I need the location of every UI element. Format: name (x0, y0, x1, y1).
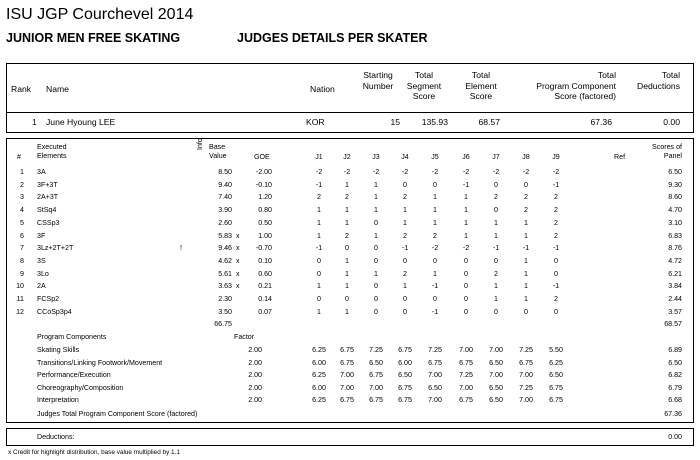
element-code: 2A+3T (37, 193, 59, 202)
element-judge-score: -1 (552, 282, 560, 291)
element-info: ! (180, 244, 182, 253)
info-header: Info (196, 138, 204, 150)
element-judge-score: 1 (464, 218, 468, 227)
element-number: 7 (20, 244, 24, 253)
element-judge-score: 1 (524, 269, 528, 278)
executed-elements-header: Executed Elements (37, 143, 67, 160)
element-judge-score: -1 (315, 180, 323, 189)
total-element-score: 68.57 (478, 117, 500, 127)
element-goe: 0.07 (258, 307, 272, 316)
element-judge-score: 2 (554, 193, 558, 202)
element-judge-score: 1 (345, 307, 349, 316)
element-panel-score: 8.76 (668, 244, 682, 253)
element-judge-score: 0 (433, 180, 437, 189)
element-bonus-mark: x (236, 282, 240, 291)
judge-header-9: J9 (552, 153, 560, 161)
component-judge-score: 6.00 (312, 358, 326, 367)
element-judge-score: 1 (317, 231, 321, 240)
element-base-value: 3.50 (218, 307, 232, 316)
element-judge-score: -2 (315, 168, 323, 176)
component-judge-score: 6.75 (369, 371, 383, 379)
goe-header: GOE (254, 153, 270, 161)
element-judge-score: 0 (403, 295, 407, 303)
element-judge-score: 1 (345, 282, 349, 291)
component-judge-score: 7.25 (519, 346, 533, 354)
component-judge-score: 6.75 (519, 358, 533, 367)
component-judge-score: 6.50 (489, 383, 503, 392)
report-title: JUDGES DETAILS PER SKATER (237, 31, 428, 45)
element-judge-score: 0 (494, 206, 498, 215)
element-base-value: 7.40 (218, 193, 232, 202)
element-judge-score: 0 (433, 256, 437, 265)
element-judge-score: 1 (317, 218, 321, 227)
element-judge-score: -1 (552, 244, 560, 253)
element-judge-score: 0 (374, 218, 378, 227)
element-judge-score: 1 (403, 282, 407, 291)
element-number: 11 (16, 295, 24, 303)
element-bonus-mark: x (236, 244, 240, 253)
element-judge-score: 1 (433, 206, 437, 215)
element-goe: 0.21 (258, 282, 272, 291)
element-judge-score: 1 (494, 295, 498, 303)
component-total-label: Judges Total Program Component Score (factored) (37, 410, 198, 418)
component-judge-score: 7.00 (489, 346, 503, 354)
element-judge-score: 2 (494, 269, 498, 278)
element-base-value: 8.50 (218, 168, 232, 176)
element-judge-score: -2 (462, 244, 470, 253)
total-deductions: 0.00 (663, 117, 680, 127)
element-base-value: 5.61 (218, 269, 232, 278)
summary-divider (6, 112, 694, 113)
element-judge-score: 1 (524, 218, 528, 227)
element-judge-score: 0 (374, 307, 378, 316)
component-judge-score: 6.50 (369, 358, 383, 367)
element-judge-score: 0 (524, 307, 528, 316)
element-panel-score: 3.84 (668, 282, 682, 291)
element-code: 3Lz+2T+2T (37, 244, 74, 253)
component-judge-score: 6.50 (489, 396, 503, 404)
element-code: CSSp3 (37, 218, 60, 227)
element-goe: -2.00 (255, 168, 272, 176)
element-base-value: 5.83 (218, 231, 232, 240)
component-judge-score: 7.00 (489, 371, 503, 379)
deductions-box (6, 428, 694, 446)
component-judge-score: 6.25 (549, 358, 563, 367)
component-judge-score: 7.00 (340, 383, 354, 392)
element-code: 2A (37, 282, 46, 291)
component-judge-score: 7.25 (369, 346, 383, 354)
element-judge-score: 2 (433, 231, 437, 240)
element-number: 9 (20, 269, 24, 278)
element-judge-score: 1 (317, 206, 321, 215)
element-judge-score: 1 (374, 269, 378, 278)
element-judge-score: -2 (462, 168, 470, 176)
judge-header-5: J5 (431, 153, 439, 161)
base-value-header: Base Value (209, 143, 227, 160)
component-judge-score: 7.00 (428, 396, 442, 404)
element-judge-score: -1 (552, 180, 560, 189)
nation-header: Nation (310, 84, 335, 94)
element-judge-score: 0 (433, 295, 437, 303)
element-judge-score: 0 (554, 307, 558, 316)
deductions-label: Deductions: (37, 433, 75, 441)
element-judge-score: 0 (374, 295, 378, 303)
element-judge-score: 0 (494, 256, 498, 265)
skater-nation: KOR (306, 117, 325, 127)
component-judge-score: 7.00 (428, 371, 442, 379)
base-value-total: 66.75 (214, 320, 232, 328)
element-judge-score: 0 (464, 256, 468, 265)
component-name: Interpretation (37, 396, 79, 404)
element-panel-score: 8.60 (668, 193, 682, 202)
element-number: 3 (20, 193, 24, 202)
element-judge-score: -1 (492, 244, 500, 253)
component-factor: 2.00 (248, 358, 262, 367)
element-judge-score: 1 (317, 307, 321, 316)
component-factor: 2.00 (248, 371, 262, 379)
element-number: 8 (20, 256, 24, 265)
component-judge-score: 7.00 (519, 371, 533, 379)
element-judge-score: -1 (462, 180, 470, 189)
component-judge-score: 6.75 (398, 396, 412, 404)
element-base-value: 2.60 (218, 218, 232, 227)
element-number: 6 (20, 231, 24, 240)
component-judge-score: 7.00 (340, 371, 354, 379)
element-panel-score: 3.10 (668, 218, 682, 227)
element-number: 5 (20, 218, 24, 227)
element-goe: 0.50 (258, 218, 272, 227)
element-judge-score: -2 (401, 168, 409, 176)
deductions-value: 0.00 (668, 433, 682, 441)
program-component-score: 67.36 (590, 117, 612, 127)
component-judge-score: 6.75 (428, 358, 442, 367)
element-judge-score: 1 (345, 206, 349, 215)
element-goe: -0.10 (255, 180, 272, 189)
component-name: Skating Skills (37, 346, 80, 354)
element-judge-score: 0 (403, 307, 407, 316)
component-judge-score: 6.00 (398, 358, 412, 367)
component-panel-score: 6.79 (668, 383, 682, 392)
element-judge-score: 2 (554, 206, 558, 215)
element-base-value: 4.62 (218, 256, 232, 265)
element-judge-score: 2 (494, 193, 498, 202)
component-name: Transitions/Linking Footwork/Movement (37, 358, 163, 367)
element-judge-score: -1 (522, 244, 530, 253)
judge-header-6: J6 (462, 153, 470, 161)
rank-header: Rank (11, 84, 32, 94)
element-judge-score: -2 (431, 244, 439, 253)
component-panel-score: 6.68 (668, 396, 682, 404)
element-judge-score: 0 (494, 307, 498, 316)
element-judge-score: 1 (317, 282, 321, 291)
component-judge-score: 5.50 (549, 346, 563, 354)
element-base-value: 9.40 (218, 180, 232, 189)
element-judge-score: 1 (403, 218, 407, 227)
element-judge-score: 1 (524, 256, 528, 265)
component-judge-score: 6.75 (340, 358, 354, 367)
total-segment-header: Total Segment Score (406, 70, 442, 101)
element-judge-score: 2 (403, 269, 407, 278)
element-judge-score: 2 (554, 295, 558, 303)
component-judge-score: 6.75 (549, 383, 563, 392)
element-judge-score: 2 (524, 206, 528, 215)
total-segment-score: 135.93 (421, 117, 448, 127)
component-judge-score: 6.50 (489, 358, 503, 367)
judge-header-7: J7 (492, 153, 500, 161)
footnote: x Credit for highlight distribution, base value multiplied by 1.1 (8, 449, 180, 456)
component-factor: 2.00 (248, 346, 262, 354)
element-judge-score: 0 (317, 256, 321, 265)
element-panel-score: 6.21 (668, 269, 682, 278)
judge-header-3: J3 (372, 153, 380, 161)
element-code: 3S (37, 256, 46, 265)
element-code: 3F (37, 231, 46, 240)
element-judge-score: 0 (464, 269, 468, 278)
element-judge-score: 2 (345, 193, 349, 202)
element-judge-score: 1 (494, 282, 498, 291)
element-code: 3F+3T (37, 180, 58, 189)
element-judge-score: -2 (343, 168, 351, 176)
component-judge-score: 6.75 (398, 383, 412, 392)
element-bonus-mark: x (236, 269, 240, 278)
element-judge-score: 1 (464, 231, 468, 240)
component-judge-score: 7.25 (459, 371, 473, 379)
element-judge-score: 1 (494, 231, 498, 240)
element-goe: 1.00 (258, 231, 272, 240)
judge-header-2: J2 (343, 153, 351, 161)
component-judge-score: 6.75 (340, 346, 354, 354)
element-judge-score: 0 (464, 295, 468, 303)
component-judge-score: 6.75 (369, 396, 383, 404)
component-judge-score: 6.25 (312, 371, 326, 379)
elements-score-total: 68.57 (664, 320, 682, 328)
element-goe: 0.14 (258, 295, 272, 303)
element-judge-score: 2 (317, 193, 321, 202)
element-judge-score: 1 (524, 282, 528, 291)
component-judge-score: 6.75 (459, 396, 473, 404)
component-panel-score: 6.82 (668, 371, 682, 379)
element-goe: 0.60 (258, 269, 272, 278)
element-judge-score: 1 (374, 206, 378, 215)
segment-title: JUNIOR MEN FREE SKATING (6, 31, 181, 45)
element-judge-score: 2 (403, 193, 407, 202)
element-goe: 0.80 (258, 206, 272, 215)
component-judge-score: 7.00 (369, 383, 383, 392)
event-title: ISU JGP Courchevel 2014 (6, 6, 194, 23)
component-panel-score: 6.50 (668, 358, 682, 367)
component-judge-score: 6.75 (340, 396, 354, 404)
element-code: StSq4 (37, 206, 57, 215)
element-code: FCSp2 (37, 295, 60, 303)
element-judge-score: 0 (374, 244, 378, 253)
element-code: 3A (37, 168, 46, 176)
starting-number-header: Starting Number (362, 70, 394, 91)
ref-header: Ref (614, 153, 626, 161)
element-judge-score: 0 (403, 180, 407, 189)
element-judge-score: 2 (554, 231, 558, 240)
element-judge-score: -2 (552, 168, 560, 176)
skater-name: June Hyoung LEE (46, 117, 116, 127)
element-judge-score: 1 (345, 269, 349, 278)
element-judge-score: -1 (401, 244, 409, 253)
element-base-value: 3.63 (218, 282, 232, 291)
element-judge-score: 0 (554, 269, 558, 278)
judge-header-1: J1 (315, 153, 323, 161)
component-judge-score: 7.00 (459, 383, 473, 392)
component-name: Choreography/Composition (37, 383, 124, 392)
element-judge-score: 1 (433, 269, 437, 278)
component-judge-score: 6.00 (312, 383, 326, 392)
element-base-value: 9.46 (218, 244, 232, 253)
element-judge-score: 0 (464, 307, 468, 316)
element-number: 2 (20, 180, 24, 189)
element-judge-score: 0 (317, 269, 321, 278)
element-code: CCoSp3p4 (37, 307, 72, 316)
element-base-value: 3.90 (218, 206, 232, 215)
element-judge-score: 1 (494, 218, 498, 227)
element-judge-score: -1 (431, 307, 439, 316)
judge-header-8: J8 (522, 153, 530, 161)
element-goe: 0.10 (258, 256, 272, 265)
element-judge-score: 0 (494, 180, 498, 189)
element-judge-score: 1 (464, 206, 468, 215)
component-judge-score: 6.50 (549, 371, 563, 379)
element-judge-score: -2 (522, 168, 530, 176)
component-judge-score: 7.00 (459, 346, 473, 354)
component-judge-score: 6.75 (398, 346, 412, 354)
component-factor: 2.00 (248, 383, 262, 392)
element-panel-score: 3.57 (668, 307, 682, 316)
component-judge-score: 6.75 (459, 358, 473, 367)
judge-header-4: J4 (401, 153, 409, 161)
element-judge-score: -1 (315, 244, 323, 253)
element-goe: -0.70 (255, 244, 272, 253)
element-judge-score: 1 (433, 193, 437, 202)
element-bonus-mark: x (236, 256, 240, 265)
component-factor: 2.00 (248, 396, 262, 404)
element-judge-score: 1 (345, 256, 349, 265)
element-judge-score: 1 (464, 193, 468, 202)
element-judge-score: 1 (433, 218, 437, 227)
component-total-value: 67.36 (664, 410, 682, 418)
element-judge-score: 0 (374, 256, 378, 265)
program-component-header: Total Program Component Score (factored) (536, 70, 616, 101)
component-judge-score: 6.50 (428, 383, 442, 392)
element-judge-score: -2 (372, 168, 380, 176)
element-judge-score: -2 (492, 168, 500, 176)
element-judge-score: 2 (554, 218, 558, 227)
program-components-header: Program Components (37, 333, 107, 341)
element-judge-score: -2 (431, 168, 439, 176)
component-judge-score: 6.25 (312, 396, 326, 404)
element-code: 3Lo (37, 269, 49, 278)
element-judge-score: 0 (345, 295, 349, 303)
element-judge-score: 1 (345, 180, 349, 189)
element-judge-score: 0 (464, 282, 468, 291)
deductions-header: Total Deductions (637, 70, 680, 91)
element-panel-score: 4.72 (668, 256, 682, 265)
factor-header: Factor (234, 333, 255, 341)
element-judge-score: 0 (403, 256, 407, 265)
element-judge-score: -1 (431, 282, 439, 291)
element-base-value: 2.30 (218, 295, 232, 303)
component-panel-score: 6.89 (668, 346, 682, 354)
element-panel-score: 9.30 (668, 180, 682, 189)
element-goe: 1.20 (258, 193, 272, 202)
element-panel-score: 2.44 (668, 295, 682, 303)
component-judge-score: 7.00 (519, 396, 533, 404)
element-judge-score: 1 (345, 218, 349, 227)
total-element-header: Total Element Score (465, 70, 497, 101)
element-judge-score: 2 (524, 193, 528, 202)
component-judge-score: 7.25 (428, 346, 442, 354)
element-number: 4 (20, 206, 24, 215)
component-judge-score: 7.25 (519, 383, 533, 392)
element-judge-score: 2 (345, 231, 349, 240)
summary-rank: 1 (32, 117, 37, 127)
element-panel-score: 6.83 (668, 231, 682, 240)
element-number: 10 (16, 282, 24, 291)
element-bonus-mark: x (236, 231, 240, 240)
scores-of-panel-header: Scores of Panel (652, 143, 682, 160)
element-judge-score: 1 (403, 206, 407, 215)
element-judge-score: 0 (554, 256, 558, 265)
component-judge-score: 6.75 (549, 396, 563, 404)
element-judge-score: 1 (524, 231, 528, 240)
element-judge-score: 2 (403, 231, 407, 240)
element-judge-score: 1 (524, 295, 528, 303)
component-name: Performance/Execution (37, 371, 111, 379)
starting-number: 15 (390, 117, 400, 127)
element-judge-score: 0 (374, 282, 378, 291)
component-judge-score: 6.50 (398, 371, 412, 379)
component-judge-score: 6.25 (312, 346, 326, 354)
element-number: 12 (16, 307, 24, 316)
element-judge-score: 0 (317, 295, 321, 303)
element-panel-score: 4.70 (668, 206, 682, 215)
element-panel-score: 6.50 (668, 168, 682, 176)
element-judge-score: 1 (374, 193, 378, 202)
element-judge-score: 1 (374, 231, 378, 240)
element-judge-score: 0 (524, 180, 528, 189)
num-header: # (17, 153, 21, 161)
element-judge-score: 1 (374, 180, 378, 189)
element-number: 1 (20, 168, 24, 176)
name-header: Name (46, 84, 69, 94)
element-judge-score: 0 (345, 244, 349, 253)
